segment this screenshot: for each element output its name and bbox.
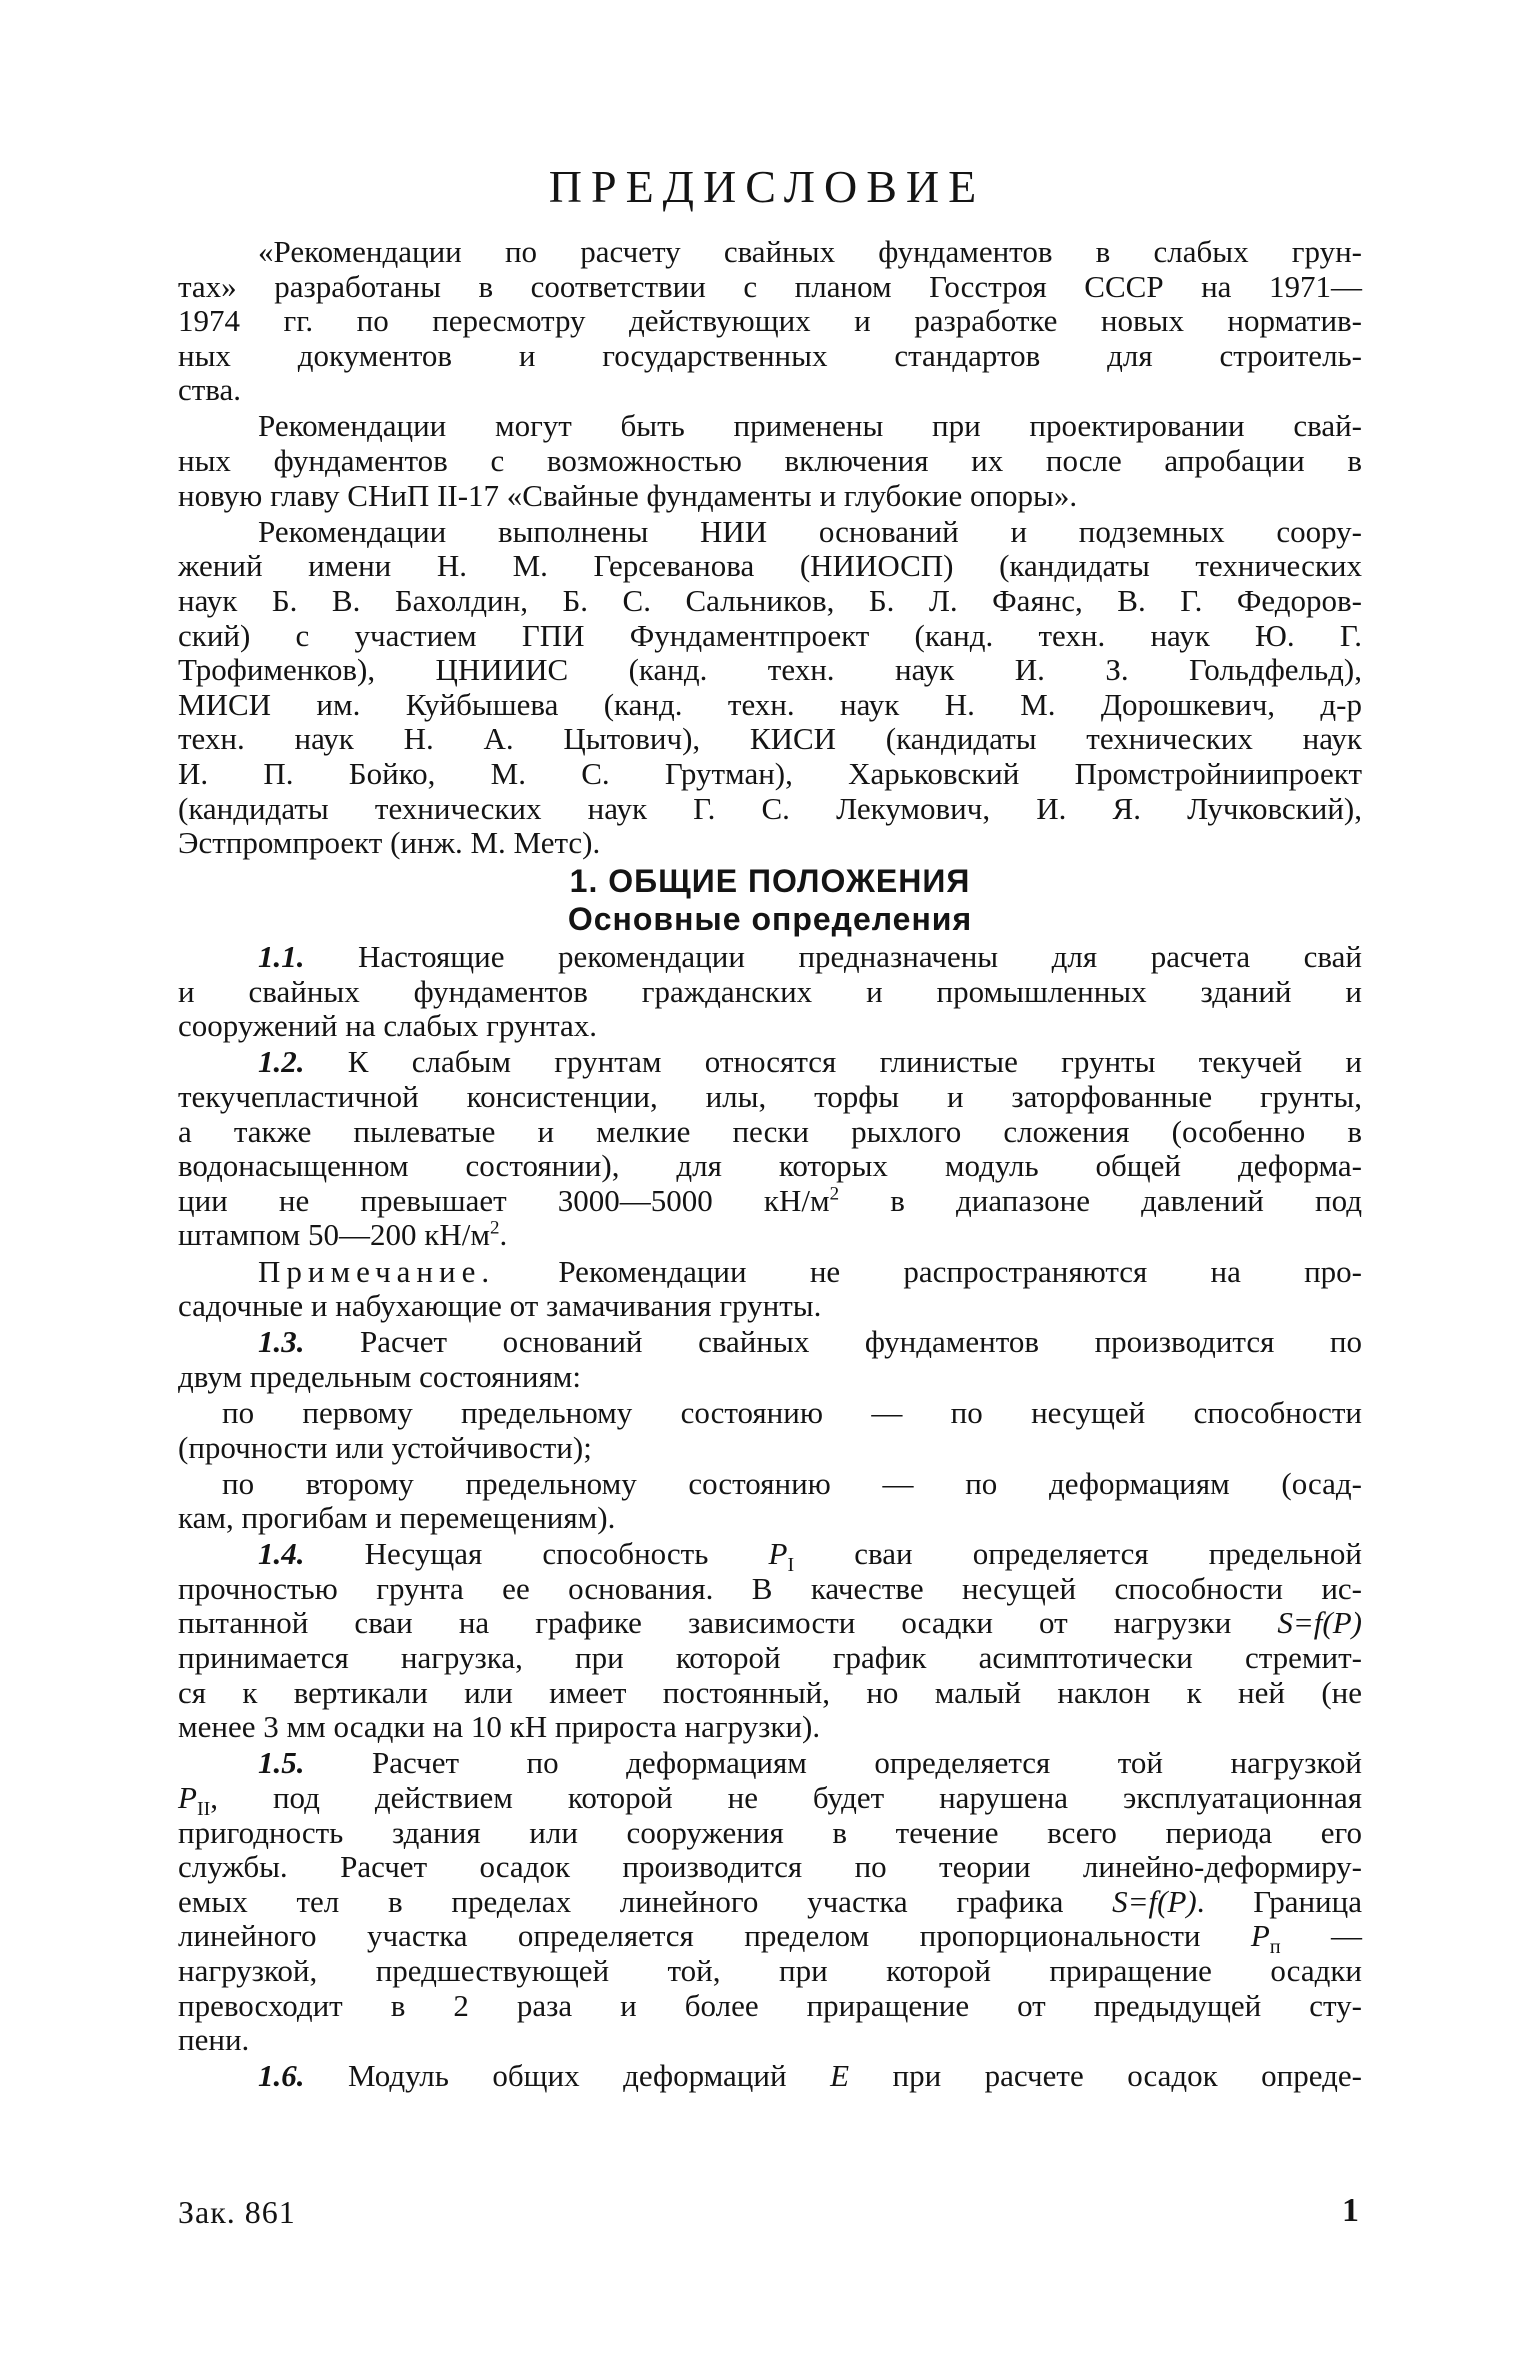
formula-text: S=f(P): [1112, 1883, 1197, 1919]
text-line: превосходит в 2 раза и более приращение от предыдущей сту-: [178, 1987, 1362, 2023]
text-line: принимается нагрузка, при которой график асимптотически стремит-: [178, 1640, 1362, 1676]
text-line: кам, прогибам и перемещениям).: [178, 1500, 616, 1536]
text-line: двум предельным состояниям:: [178, 1358, 581, 1394]
paragraph: [178, 1396, 1362, 1465]
text-line: ский) с участием ГПИ Фундаментпроект (канд. техн. наук Ю. Г.: [178, 617, 1362, 653]
document-body: [178, 235, 1362, 2095]
text-line: пени.: [178, 2022, 250, 2058]
paragraph: [178, 1467, 1362, 1536]
formula-text: P: [1250, 1918, 1270, 1954]
text-line: Рекомендации могут быть применены при проектировании свай-: [258, 408, 1362, 444]
page-title: ПРЕДИСЛОВИЕ: [548, 161, 986, 212]
clause-number: 1.2.: [258, 1044, 305, 1080]
text-line: по первому предельному состоянию — по несущей способности: [222, 1394, 1362, 1430]
text-line: пытанной сваи на графике зависимости осадки от нагрузки S=f(P): [178, 1605, 1362, 1641]
text-line: по второму предельному состоянию — по деформациям (осад-: [222, 1465, 1362, 1501]
text-line: жений имени Н. М. Герсеванова (НИИОСП) (кандидаты технических: [178, 548, 1362, 584]
clause-number: 1.6.: [258, 2058, 305, 2094]
text-line: тах» разработаны в соответствии с планом Госстроя СССР на 1971—: [178, 268, 1362, 304]
section-subheading: Основные определения: [567, 901, 973, 938]
text-line: 1.3. Расчет оснований свайных фундаментов производится по: [258, 1324, 1362, 1360]
paragraph: [178, 2059, 1362, 2094]
text-line: Эстпромпроект (инж. М. Метс).: [178, 825, 601, 861]
print-order-number: Зак. 861: [178, 2194, 296, 2230]
text-line: линейного участка определяется пределом пропорциональности $P_п$ —: [178, 1918, 1362, 1959]
text-line: ства.: [178, 372, 242, 408]
page-number: 1: [1342, 2192, 1359, 2229]
text-line: (кандидаты технических наук Г. С. Лекумович, И. Я. Лучковский),: [178, 790, 1362, 826]
text-line: сооружений на слабых грунтах.: [178, 1008, 597, 1044]
text-line: менее 3 мм осадки на 10 кН прироста нагрузки).: [178, 1709, 821, 1745]
text-line: емых тел в пределах линейного участка графика S=f(P). Граница: [178, 1883, 1362, 1919]
paragraph: [178, 1255, 1362, 1324]
clause-number: 1.1.: [258, 939, 305, 975]
formula-text: S=f(P): [1277, 1605, 1362, 1641]
text-line: «Рекомендации по расчету свайных фундаментов в слабых грун-: [258, 234, 1362, 269]
text-line: Трофименков), ЦНИИИС (канд. техн. наук И. З. Гольдфельд),: [178, 652, 1362, 688]
paragraph: [178, 235, 1362, 408]
text-line: водонасыщенном состоянии), для которых модуль общей деформа-: [178, 1148, 1362, 1184]
formula-text: 2: [829, 1183, 840, 1205]
paragraph: [178, 1746, 1362, 2057]
text-line: 1.2. К слабым грунтам относятся глинистые грунты текучей и: [258, 1044, 1362, 1080]
text-line: пригодность здания или сооружения в течение всего периода его: [178, 1814, 1362, 1850]
text-line: садочные и набухающие от замачивания грунты.: [178, 1288, 822, 1324]
text-line: ных фундаментов с возможностью включения их после апробации в: [178, 443, 1362, 479]
text-line: 1.6. Модуль общих деформаций E при расчете осадок опреде-: [258, 2058, 1362, 2094]
formula-text: II: [196, 1798, 211, 1821]
formula-text: E: [830, 2058, 849, 2094]
paragraph: [178, 1325, 1362, 1394]
text-line: 1.1. Настоящие рекомендации предназначены для расчета свай: [258, 939, 1362, 975]
text-line: а также пылеватые и мелкие пески рыхлого сложения (особенно в: [178, 1113, 1362, 1149]
text-line: И. П. Бойко, М. С. Грутман), Харьковский Промстройниипроект: [178, 755, 1362, 791]
text-line: штампом 50—200 $кН/м^2$.: [178, 1217, 508, 1253]
text-line: ся к вертикали или имеет постоянный, но малый наклон к ней (не: [178, 1674, 1362, 1710]
paragraph: [178, 1537, 1362, 1745]
text-line: ции не превышает 3000—5000 $кН/м^2$ в диапазоне давлений под: [178, 1182, 1362, 1218]
paragraph: [178, 1045, 1362, 1253]
text-line: прочностью грунта ее основания. В качестве несущей способности ис-: [178, 1570, 1362, 1606]
text-line: и свайных фундаментов гражданских и промышленных зданий и: [178, 973, 1362, 1009]
text-line: 1.4. Несущая способность $P_I$ сваи определяется предельной: [258, 1536, 1362, 1577]
text-line: текучепластичной консистенции, илы, торфы и заторфованные грунты,: [178, 1079, 1362, 1115]
note-label: Примечание.: [258, 1253, 496, 1289]
formula-text: P: [768, 1536, 788, 1572]
clause-number: 1.3.: [258, 1324, 305, 1360]
paragraph: [178, 940, 1362, 1044]
formula-text: п: [1269, 1936, 1281, 1959]
text-line: 1974 гг. по пересмотру действующих и разработке новых норматив-: [178, 303, 1362, 339]
section-1-body: [178, 940, 1362, 2094]
text-line: 1.5. Расчет по деформациям определяется той нагрузкой: [258, 1745, 1362, 1781]
text-line: ных документов и государственных стандартов для строитель-: [178, 337, 1362, 373]
text-line: новую главу СНиП II-17 «Свайные фундаменты и глубокие опоры».: [178, 477, 1078, 513]
clause-number: 1.4.: [258, 1536, 305, 1572]
formula-text: I: [787, 1554, 795, 1577]
section-heading: 1. ОБЩИЕ ПОЛОЖЕНИЯ: [569, 863, 971, 900]
text-line: МИСИ им. Куйбышева (канд. техн. наук Н. М. Дорошкевич, д-р: [178, 686, 1362, 722]
paragraph: [178, 409, 1362, 513]
paragraph: [178, 515, 1362, 861]
text-line: (прочности или устойчивости);: [178, 1429, 592, 1465]
formula-text: 2: [489, 1218, 500, 1240]
formula-text: P: [178, 1779, 197, 1815]
preface-section: [178, 235, 1362, 861]
text-line: Рекомендации выполнены НИИ оснований и подземных соору-: [258, 513, 1362, 549]
text-line: техн. наук Н. А. Цытович), КИСИ (кандидаты технических наук: [178, 721, 1362, 757]
text-line: нагрузкой, предшествующей той, при которой приращение осадки: [178, 1952, 1362, 1988]
text-line: $P_{II}$, под действием которой не будет нарушена эксплуатационная: [178, 1779, 1362, 1821]
clause-number: 1.5.: [258, 1745, 305, 1781]
text-line: Примечание. Рекомендации не распространяются на про-: [258, 1253, 1362, 1289]
text-line: наук Б. В. Бахолдин, Б. С. Сальников, Б. Л. Фаянс, В. Г. Федоров-: [178, 582, 1362, 618]
text-line: службы. Расчет осадок производится по теории линейно-деформиру-: [178, 1849, 1362, 1885]
